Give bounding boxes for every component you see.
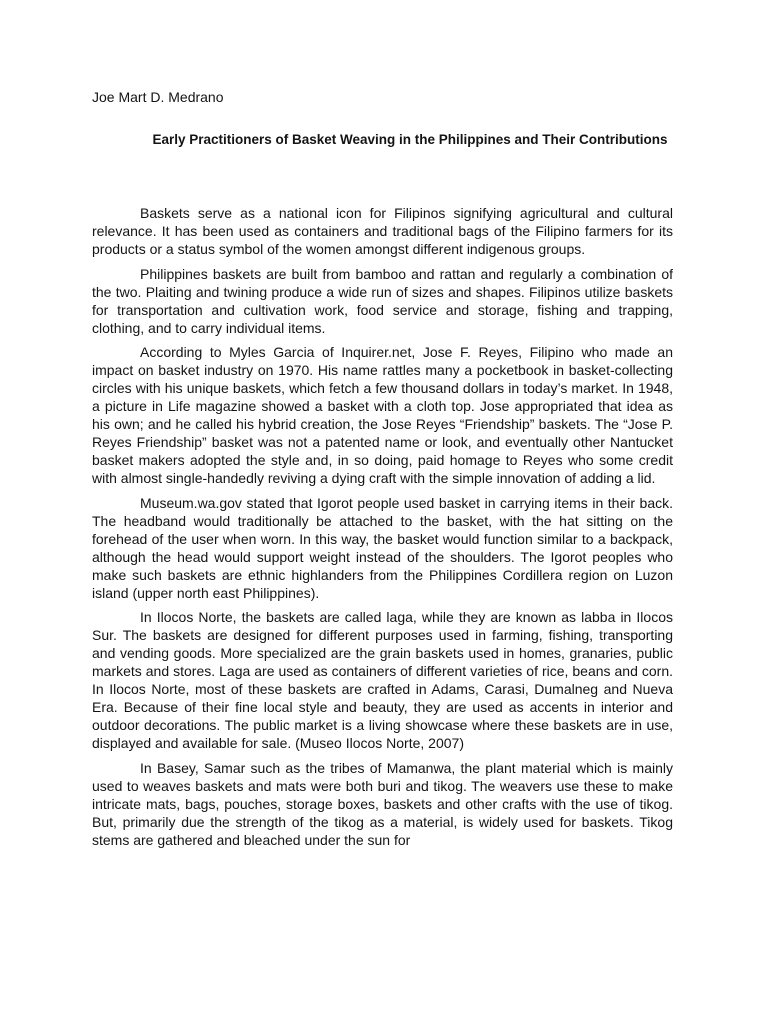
paragraph: In Ilocos Norte, the baskets are called laga, while they are known as labba in Ilocos Sur. The baskets are designed for different purposes used in farming, fishing, transporting and vending goods. More specialized are the grain baskets used in homes, granaries, public markets and stores. Laga are used as containers of different varieties of rice, beans and corn. In Ilocos Norte, most of these baskets are crafted in Adams, Carasi, Dumalneg and Nueva Era. Because of their fine local style and beauty, they are used as accents in interior and outdoor decorations. The public market is a living showcase where these baskets are in use, displayed and available for sale. (Museo Ilocos Norte, 2007) <box>92 609 673 751</box>
paragraph: In Basey, Samar such as the tribes of Mamanwa, the plant material which is mainly used to weaves baskets and mats were both buri and tikog. The weavers use these to make intricate mats, bags, pouches, storage boxes, baskets and other crafts with the use of tikog. But, primarily due the strength of the tikog as a material, is widely used for baskets. Tikog stems are gathered and bleached under the sun for <box>92 759 673 848</box>
paragraph: According to Myles Garcia of Inquirer.net, Jose F. Reyes, Filipino who made an impact on basket industry on 1970. His name rattles many a pocketbook in basket-collecting circles with his unique baskets, which fetch a few thousand dollars in today’s market. In 1948, a picture in Life magazine showed a basket with a cloth top. Jose appropriated that idea as his own; and he called his hybrid creation, the Jose Reyes “Friendship” baskets. The “Jose P. Reyes Friendship” basket was not a patented name or look, and eventually other Nantucket basket makers adopted the style and, in so doing, paid homage to Reyes who some credit with almost single-handedly reviving a dying craft with the simple innovation of adding a lid. <box>92 344 673 486</box>
paragraph: Museum.wa.gov stated that Igorot people used basket in carrying items in their back. The headband would traditionally be attached to the basket, with the hat sitting on the forehead of the user when worn. In this way, the basket would function similar to a backpack, although the head would support weight instead of the shoulders. The Igorot peoples who make such baskets are ethnic highlanders from the Philippines Cordillera region on Luzon island (upper north east Philippines). <box>92 494 673 601</box>
document-body <box>92 204 673 855</box>
author-name: Joe Mart D. Medrano <box>92 89 224 105</box>
paragraph: Philippines baskets are built from bamboo and rattan and regularly a combination of the two. Plaiting and twining produce a wide run of sizes and shapes. Filipinos utilize baskets for transportation and cultivation work, food service and storage, fishing and trapping, clothing, and to carry individual items. <box>92 265 673 336</box>
document-title: Early Practitioners of Basket Weaving in the Philippines and Their Contributions <box>152 132 668 147</box>
paragraph: Baskets serve as a national icon for Filipinos signifying agricultural and cultural relevance. It has been used as containers and traditional bags of the Filipino farmers for its products or a status symbol of the women amongst different indigenous groups. <box>92 205 673 257</box>
